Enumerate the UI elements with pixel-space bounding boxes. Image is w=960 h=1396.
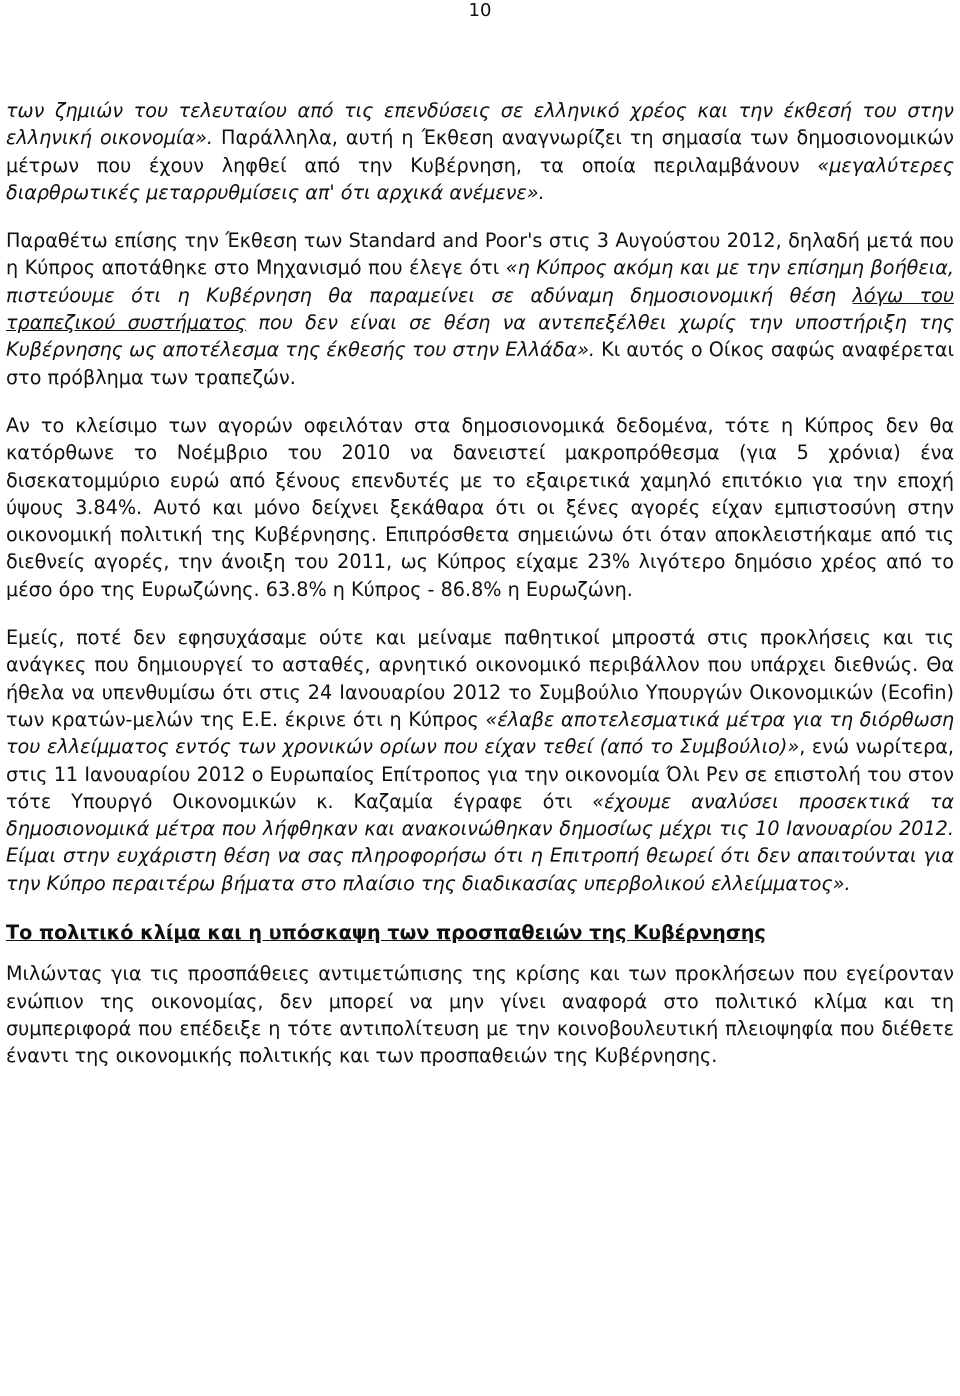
document-body [6,97,954,1070]
italic-quote: «έχουμε αναλύσει προσεκτικά τα δημοσιονομικά μέτρα που λήφθηκαν και ανακοινώθηκαν δημοσίως μέχρι τις 10 Ιανουαρίου 2012. Είμαι στην ευχάριστη θέση να σας πληροφορήσω ότι η Επιτροπή θεωρεί ότι δεν απαιτούνται για την Κύπρο περαιτέρω βήματα στο πλαίσιο της διαδικασίας υπερβολικού ελλείμματος». [6,789,954,895]
italic-quote: «η Κύπρος ακόμη και με την επίσημη βοήθεια, πιστεύουμε ότι η Κυβέρνηση θα παραμείνει σε αδύναμη δημοσιονομική θέση [6,256,954,307]
paragraph-2 [6,227,954,391]
paragraph-3 [6,412,954,603]
italic-quote: που δεν είναι σε θέση να αντεπεξέλθει χωρίς την υποστήριξη της Κυβέρνησης ως αποτέλεσμα της έκθεσής του στην Ελλάδα». [6,311,955,362]
paragraph-text: Αν το κλείσιμο των αγορών οφειλόταν στα δημοσιονομικά δεδομένα, τότε η Κύπρος δεν θα κατόρθωνε το Νοέμβριο του 2010 να δανειστεί μακροπρόθεσμα (για 5 χρόνια) ένα δισεκατομμύριο ευρώ από ξένους επενδυτές με το εξαιρετικά χαμηλό επιτόκιο για την εποχή ύψους 3.84%. Αυτό και μόνο δείχνει ξεκάθαρα ότι οι ξένες αγορές είχαν εμπιστοσύνη στην οικονομική πολιτική της Κυβέρνησης. Επιπρόσθετα σημειώνω ότι όταν αποκλειστήκαμε από τις διεθνείς αγορές, την άνοιξη του 2011, ως Κύπρος είχαμε 23% λιγότερο δημόσιο χρέος από το μέσο όρο της Ευρωζώνης. 63.8% η Κύπρος - 86.8% η Ευρωζώνη. [6,413,954,601]
paragraph-text: Εμείς, ποτέ δεν εφησυχάσαμε ούτε και μείναμε παθητικοί μπροστά στις προκλήσεις και τις ανάγκες που δημιουργεί το ασταθές, αρνητικό οικονομικό περιβάλλον που υπάρχει διεθνώς. Θα ήθελα να υπενθυμίσω ότι στις 24 Ιανουαρίου 2012 το Συμβούλιο Υπουργών Οικονομικών (Ecofin) των κρατών-μελών της Ε.Ε. έκρινε ότι η Κύπρος [6,626,954,731]
italic-underlined-phrase: λόγω του τραπεζικού συστήματος [6,283,954,335]
paragraph-4 [6,624,954,897]
italic-quote: των ζημιών του τελευταίου από τις επενδύσεις σε ελληνικό χρέος και την έκθεσή του στην ελληνική οικονομία». [6,99,954,150]
paragraph-1 [6,97,954,206]
paragraph-text: Παραθέτω επίσης την Έκθεση των Standard and Poor's στις 3 Αυγούστου 2012, δηλαδή μετά που η Κύπρος αποτάθηκε στο Μηχανισμό που έλεγε ότι [6,229,954,280]
paragraph-text: , ενώ νωρίτερα, στις 11 Ιανουαρίου 2012 ο Ευρωπαίος Επίτροπος για την οικονομία Όλι Ρεν σε επιστολή του στον τότε Υπουργό Οικονομικών κ. Καζαμία έγραφε ότι [6,735,954,813]
section-heading: Το πολιτικό κλίμα και η υπόσκαψη των προσπαθειών της Κυβέρνησης [6,921,766,945]
paragraph-text: Μιλώντας για τις προσπάθειες αντιμετώπισης της κρίσης και των προκλήσεων που εγείρονταν ενώπιον της οικονομίας, δεν μπορεί να μην γίνει αναφορά στο πολιτικό κλίμα και τη συμπεριφορά που επέδειξε η τότε αντιπολίτευση με την κοινοβουλευτική πλειοψηφία που διέθετε έναντι της οικονομικής πολιτικής και των προσπαθειών της Κυβέρνησης. [6,962,954,1068]
paragraph-text: Παράλληλα, αυτή η Έκθεση αναγνωρίζει τη σημασία των δημοσιονομικών μέτρων που έχουν ληφθεί από την Κυβέρνηση, τα οποία περιλαμβάνουν [6,126,954,177]
italic-quote: «μεγαλύτερες διαρθρωτικές μεταρρυθμίσεις απ' ότι αρχικά ανέμενε». [6,153,954,204]
italic-quote: «έλαβε αποτελεσματικά μέτρα για τη διόρθωση του ελλείμματος εντός των χρονικών ορίων που είχαν τεθεί (από το Συμβούλιο)» [6,707,954,759]
page-number: 10 [468,0,492,21]
paragraph-text: Κι αυτός ο Οίκος σαφώς αναφέρεται στο πρόβλημα των τραπεζών. [6,338,954,389]
paragraph-5 [6,960,954,1069]
